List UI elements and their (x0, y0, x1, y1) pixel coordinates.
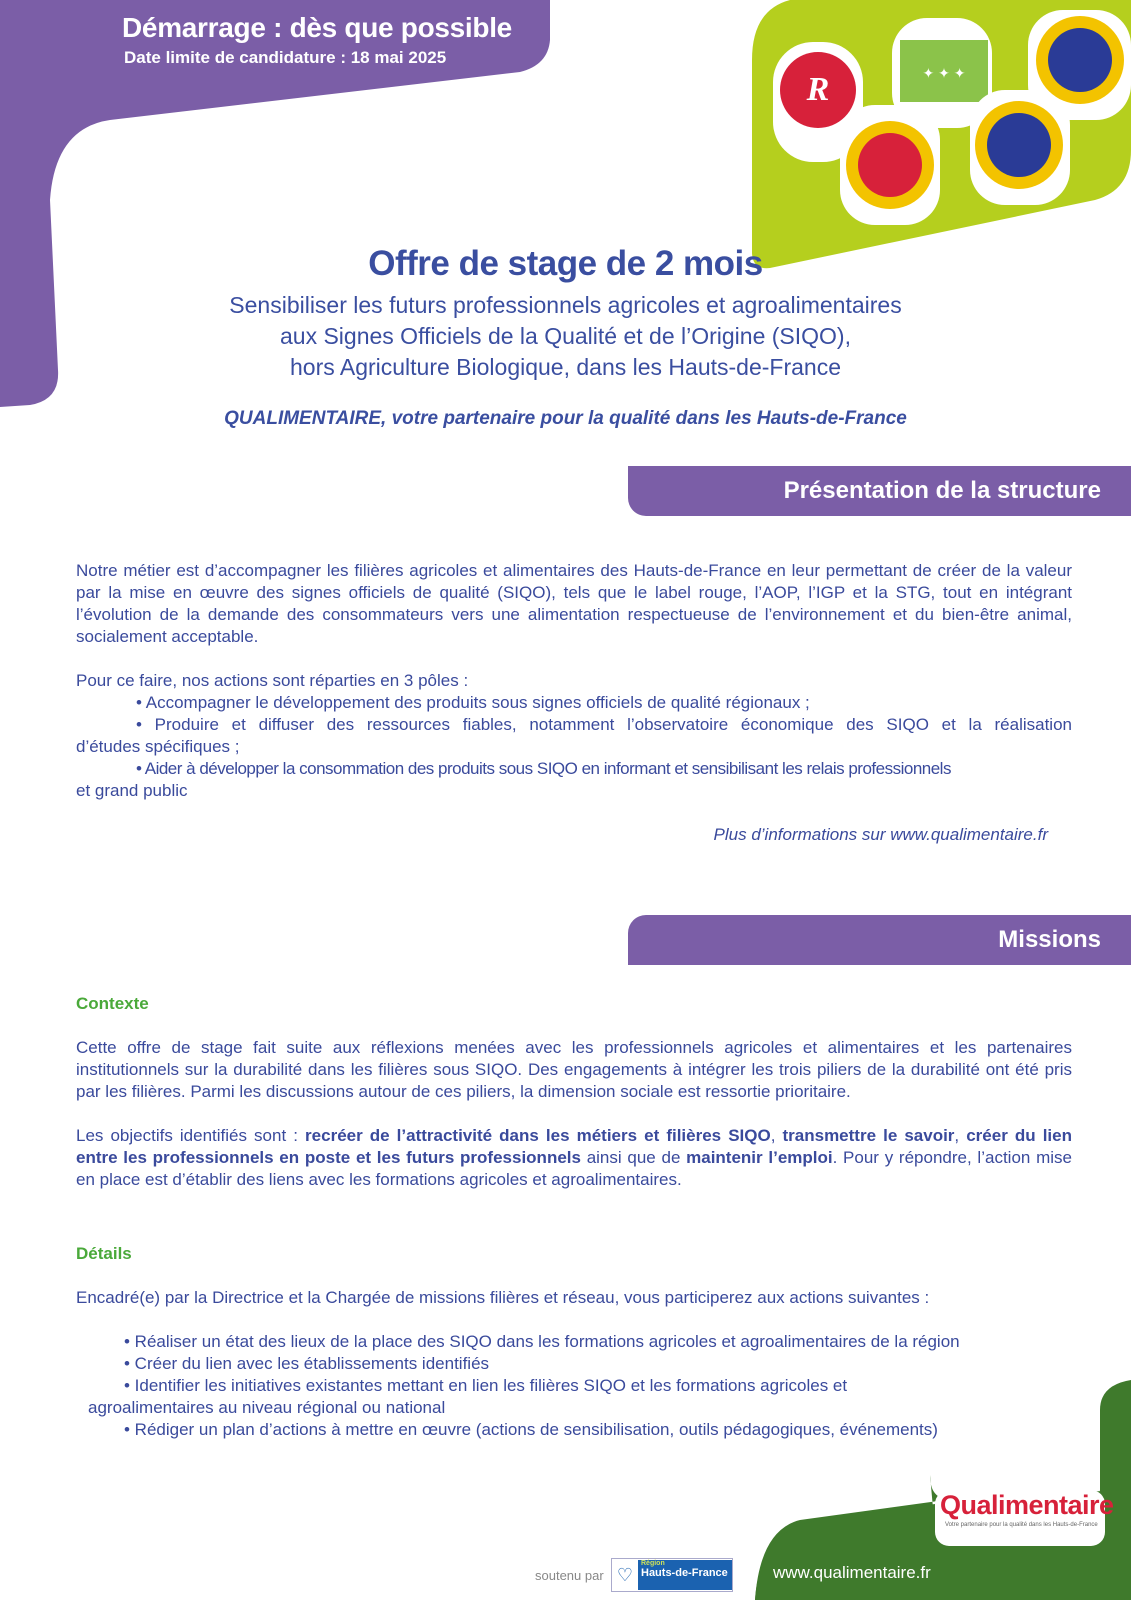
list-item: • Créer du lien avec les établissements identifiés (124, 1354, 490, 1373)
text: Les objectifs identifiés sont : (76, 1126, 306, 1145)
application-deadline: Date limite de candidature : 18 mai 2025 (124, 48, 447, 67)
svg-text:R: R (806, 71, 830, 108)
text: recréer de l’attractivité dans les métiers et filières SIQO (305, 1126, 771, 1145)
details-heading: Détails (76, 1244, 132, 1263)
list-item: d’études spécifiques ; (76, 737, 240, 756)
list-item: • Aider à développer la consommation des produits sous SIQO en informant et sensibilisant les relais professionnels (136, 759, 951, 778)
list-item: • Rédiger un plan d’actions à mettre en œuvre (actions de sensibilisation, outils pédagogiques, événements) (124, 1420, 938, 1439)
presentation-paragraph: Notre métier est d’accompagner les filières agricoles et alimentaires des Hauts-de-France en leur permettant de créer de la valeur par la mise en œuvre des signes officiels de qualité (SIQO), tels que le label rouge, l’AOP, l’IGP et la STG, tout en intégrant l’évolution de la demande des consommateurs vers une alimentation respectueuse de l’environnement et du bien-être animal, socialement acceptable. (76, 561, 1072, 646)
supported-by-label: soutenu par (535, 1568, 604, 1583)
objectives-paragraph (76, 1125, 1072, 1191)
list-item: et grand public (76, 781, 188, 800)
website-link[interactable]: Plus d’informations sur www.qualimentaire.fr (713, 825, 1048, 844)
start-date: Démarrage : dès que possible (122, 12, 512, 43)
list-item: • Accompagner le développement des produits sous signes officiels de qualité régionaux ; (136, 693, 810, 712)
france-map-icon: ♡ (616, 1564, 634, 1585)
subtitle (0, 290, 1131, 383)
text: ainsi que de (580, 1148, 687, 1167)
list-item: agroalimentaires au niveau régional ou national (88, 1398, 446, 1417)
region-small-label: Région (641, 1560, 665, 1567)
list-item: • Produire et diffuser des ressources fiables, notamment l’observatoire économique des SIQO et la réalisation (136, 715, 1072, 734)
igp-logo (970, 90, 1070, 205)
details-intro: Encadré(e) par la Directrice et la Chargée de missions filières et réseau, vous participerez aux actions suivantes : (76, 1288, 930, 1307)
subtitle-line: hors Agriculture Biologique, dans les Hauts-de-France (289, 354, 841, 380)
page-title: Offre de stage de 2 mois (368, 244, 763, 283)
qualimentaire-logo (940, 1490, 1114, 1521)
text: , (954, 1126, 967, 1145)
presentation-body (76, 560, 1072, 846)
context-heading: Contexte (76, 994, 149, 1013)
section-heading-presentation: Présentation de la structure (628, 466, 1131, 516)
svg-text:✦ ✦ ✦: ✦ ✦ ✦ (922, 65, 966, 81)
region-label: Hauts-de-France (641, 1567, 728, 1579)
logo-tagline: Votre partenaire pour la qualité dans les Hauts-de-France (945, 1522, 1098, 1528)
text: . Pour y répondre, l’action mise en place est d’établir des liens avec les formations agricoles et agroalimentaires. (76, 1148, 1072, 1189)
text: transmettre le savoir (782, 1126, 955, 1145)
region-logo (611, 1558, 733, 1592)
list-item: • Réaliser un état des lieux de la place des SIQO dans les formations agricoles et agroalimentaires de la région (124, 1332, 960, 1351)
tagline: QUALIMENTAIRE, votre partenaire pour la qualité dans les Hauts-de-France (224, 408, 907, 429)
subtitle-line: aux Signes Officiels de la Qualité et de l’Origine (SIQO), (279, 323, 851, 349)
text: , (770, 1126, 783, 1145)
aop-logo (840, 105, 940, 225)
presentation-poles-intro: Pour ce faire, nos actions sont réparties en 3 pôles : (76, 671, 469, 690)
text: créer du lien entre les professionnels en poste et les futurs professionnels (76, 1126, 1072, 1167)
section-heading-missions: Missions (628, 915, 1131, 965)
context-paragraph: Cette offre de stage fait suite aux réflexions menées avec les professionnels agricoles et alimentaires et les partenaires institutionnels sur la durabilité dans les filières sous SIQO. Des engagements à intégrer les trois piliers de la durabilité ont été pris par les filières. Parmi les discussions autour de ces piliers, la dimension sociale est ressortie prioritaire. (76, 1038, 1072, 1101)
list-item: • Identifier les initiatives existantes mettant en lien les filières SIQO et les formations agricoles et (124, 1376, 848, 1395)
text: maintenir l’emploi (686, 1148, 833, 1167)
logo-text: Qualimentaire (940, 1490, 1114, 1520)
subtitle-line: Sensibiliser les futurs professionnels agricoles et agroalimentaires (229, 292, 902, 318)
missions-body (76, 993, 1072, 1441)
footer-url[interactable]: www.qualimentaire.fr (773, 1563, 931, 1582)
